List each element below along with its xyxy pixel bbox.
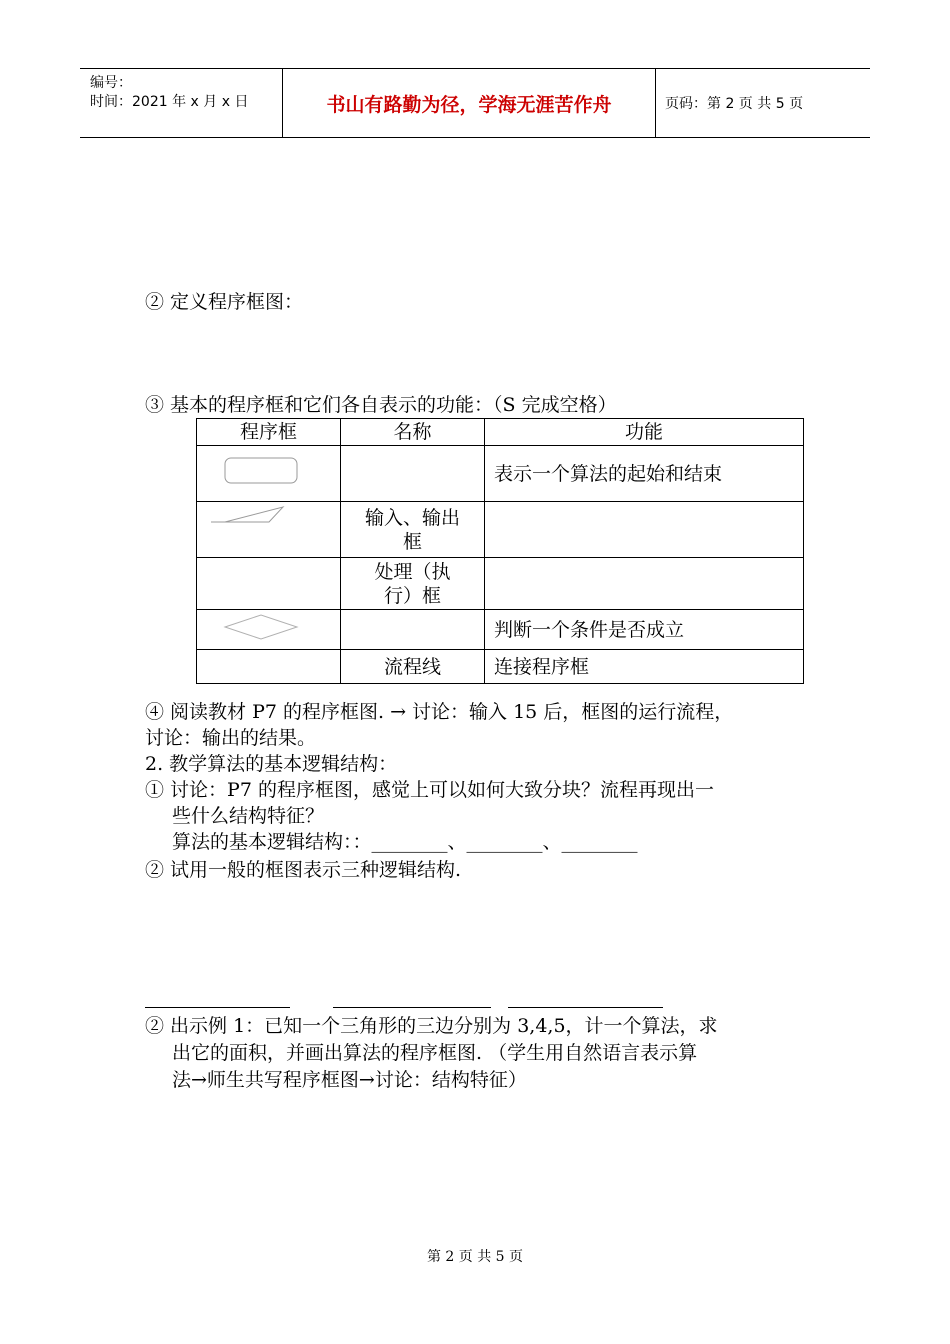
name-cell [341,610,485,650]
shape-cell [197,502,341,558]
col-header-name: 名称 [341,419,485,446]
number-label: 编号： [90,75,132,91]
header-meta [80,69,282,137]
table-row [197,446,804,502]
parallelogram-icon [197,502,340,552]
name-line: 输入、输出 [364,506,460,529]
shape-cell [197,558,341,610]
name-cell [341,446,485,502]
item-read-textbook: ④ 阅读教材 P7 的程序框图. → 讨论：输入 15 后，框图的运行流程， [145,701,734,723]
terminal-icon [197,446,340,496]
header-page-info: 页码：第 2 页 共 5 页 [665,96,804,112]
item-discuss: ① 讨论：P7 的程序框图，感觉上可以如何大致分块？流程再现出一 [145,779,714,801]
shape-cell [197,650,341,684]
shape-cell [197,610,341,650]
blank-line [508,1007,663,1008]
page-header [80,68,870,138]
name-cell [341,558,485,610]
example-line: ② 出示例 1：已知一个三角形的三边分别为 3,4,5，计一个算法，求 [145,1015,718,1037]
name-line: 行）框 [383,584,441,607]
table-row [197,610,804,650]
function-cell [485,502,804,558]
example-line: 出它的面积，并画出算法的程序框图. （学生用自然语言表示算 [172,1042,698,1064]
blank-line [333,1007,491,1008]
name-line: 处理（执 [374,560,451,583]
name-line: 框 [402,530,422,553]
function-cell: 表示一个算法的起始和结束 [485,446,804,502]
item-read-textbook-cont: 讨论：输出的结果。 [145,727,317,749]
table-row [197,558,804,610]
section-title-structures: 2. 教学算法的基本逻辑结构： [145,753,398,775]
name-cell: 流程线 [341,650,485,684]
table-header-row [197,419,804,446]
page-footer: 第 2 页 共 5 页 [426,1249,524,1265]
blank-line [145,1007,290,1008]
function-cell [485,558,804,610]
item-three-structures: 算法的基本逻辑结构：：________、________、________ [172,831,638,853]
header-motto: 书山有路勤为径，学海无涯苦作舟 [282,69,656,137]
function-cell: 连接程序框 [485,650,804,684]
item-try-diagrams: ② 试用一般的框图表示三种逻辑结构. [145,859,462,881]
table-row [197,502,804,558]
item-basic-boxes: ③ 基本的程序框和它们各自表示的功能：（S 完成空格） [145,394,617,416]
name-cell [341,502,485,558]
table-row [197,650,804,684]
time-label: 时间：2021 年 x 月 x 日 [90,94,249,110]
col-header-box: 程序框 [197,419,341,446]
example-line: 法→师生共写程序框图→讨论：结构特征） [172,1069,527,1091]
item-discuss-cont: 些什么结构特征？ [172,805,325,827]
item-define-flowchart: ② 定义程序框图： [145,291,304,313]
diamond-icon [197,610,340,644]
shape-cell [197,446,341,502]
col-header-function: 功能 [485,419,804,446]
function-cell: 判断一个条件是否成立 [485,610,804,650]
flowchart-box-table [196,418,804,684]
